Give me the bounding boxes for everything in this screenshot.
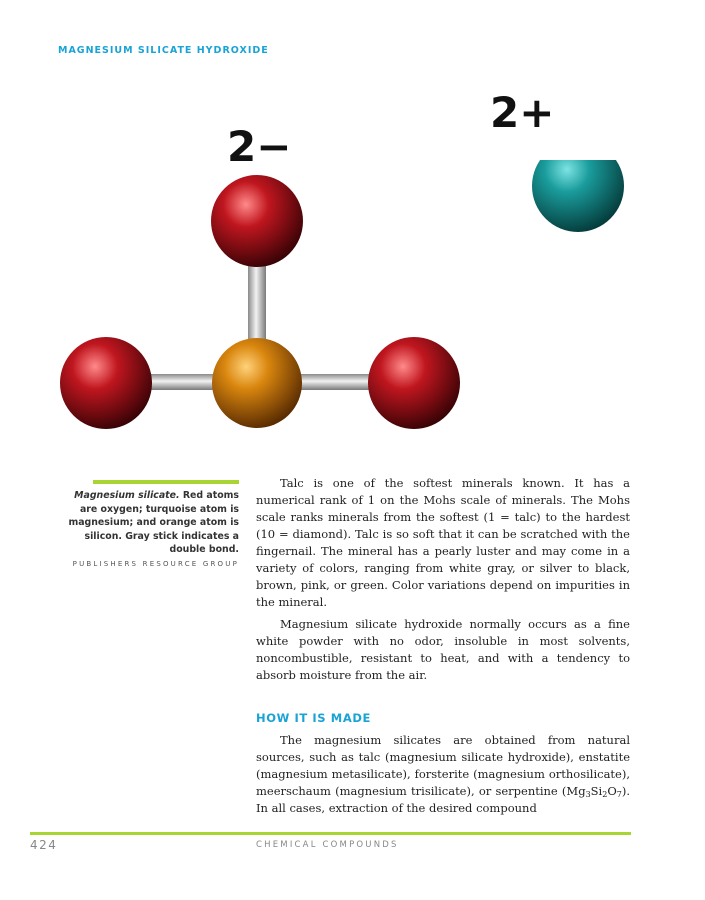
body-paragraph-1: Talc is one of the softest minerals known. It has a numerical rank of 1 on the Mohs scale of minerals. The Mohs scale ranks minerals from the softest (1 = talc) to the hardest (10 = diamond). Talc is so soft that it can be scratched with the fingernail. The mineral has a pearly luster and may come in a variety of colors, ranging from white gray, or silver to black, brown, pink, or green. Color variations depend on impurities in the mineral. — [256, 476, 630, 609]
caption-text: Red atoms are oxygen; turquoise atom is magnesium; and orange atom is silicon. Gray stick indicates a double bond. — [68, 490, 239, 555]
page-number: 424 — [30, 838, 58, 852]
running-head: MAGNESIUM SILICATE HYDROXIDE — [58, 45, 269, 56]
chemical-formula: $Mg_3Si_2O_7$ — [566, 784, 622, 799]
paragraph-3-text: The magnesium silicates are obtained from natural sources, such as talc (magnesium silicate hydroxide), enstatite (magnesium metasilicate), forsterite (magnesium orthosilicate), meerschaum (magnesium trisilicate), or serpentine ( — [256, 733, 630, 798]
molecule-illustration — [40, 160, 640, 450]
oxygen-atom-right — [368, 337, 460, 429]
body-paragraph-2: Magnesium silicate hydroxide normally occurs as a fine white powder with no odor, insoluble in most solvents, noncombustible, resistant to heat, and with a tendency to absorb moisture from the air. — [256, 617, 630, 682]
cation-charge-label: 2+ — [490, 88, 555, 137]
silicon-atom — [212, 338, 302, 428]
caption-title: Magnesium silicate. — [74, 490, 180, 501]
body-paragraph-3 — [256, 732, 630, 817]
magnesium-atom — [532, 160, 624, 232]
oxygen-atom-left — [60, 337, 152, 429]
oxygen-atom-top — [211, 175, 303, 267]
section-heading: HOW IT IS MADE — [256, 711, 371, 725]
anion-charge-label: 2− — [227, 122, 292, 171]
figure-caption — [60, 489, 239, 571]
footer-book-title: CHEMICAL COMPOUNDS — [256, 840, 399, 850]
paragraph-3-end: ). In all cases, extraction of the desired compound — [256, 784, 630, 815]
caption-credit: PUBLISHERS RESOURCE GROUP — [72, 559, 239, 568]
caption-rule — [93, 480, 239, 484]
footer-rule — [30, 832, 631, 835]
